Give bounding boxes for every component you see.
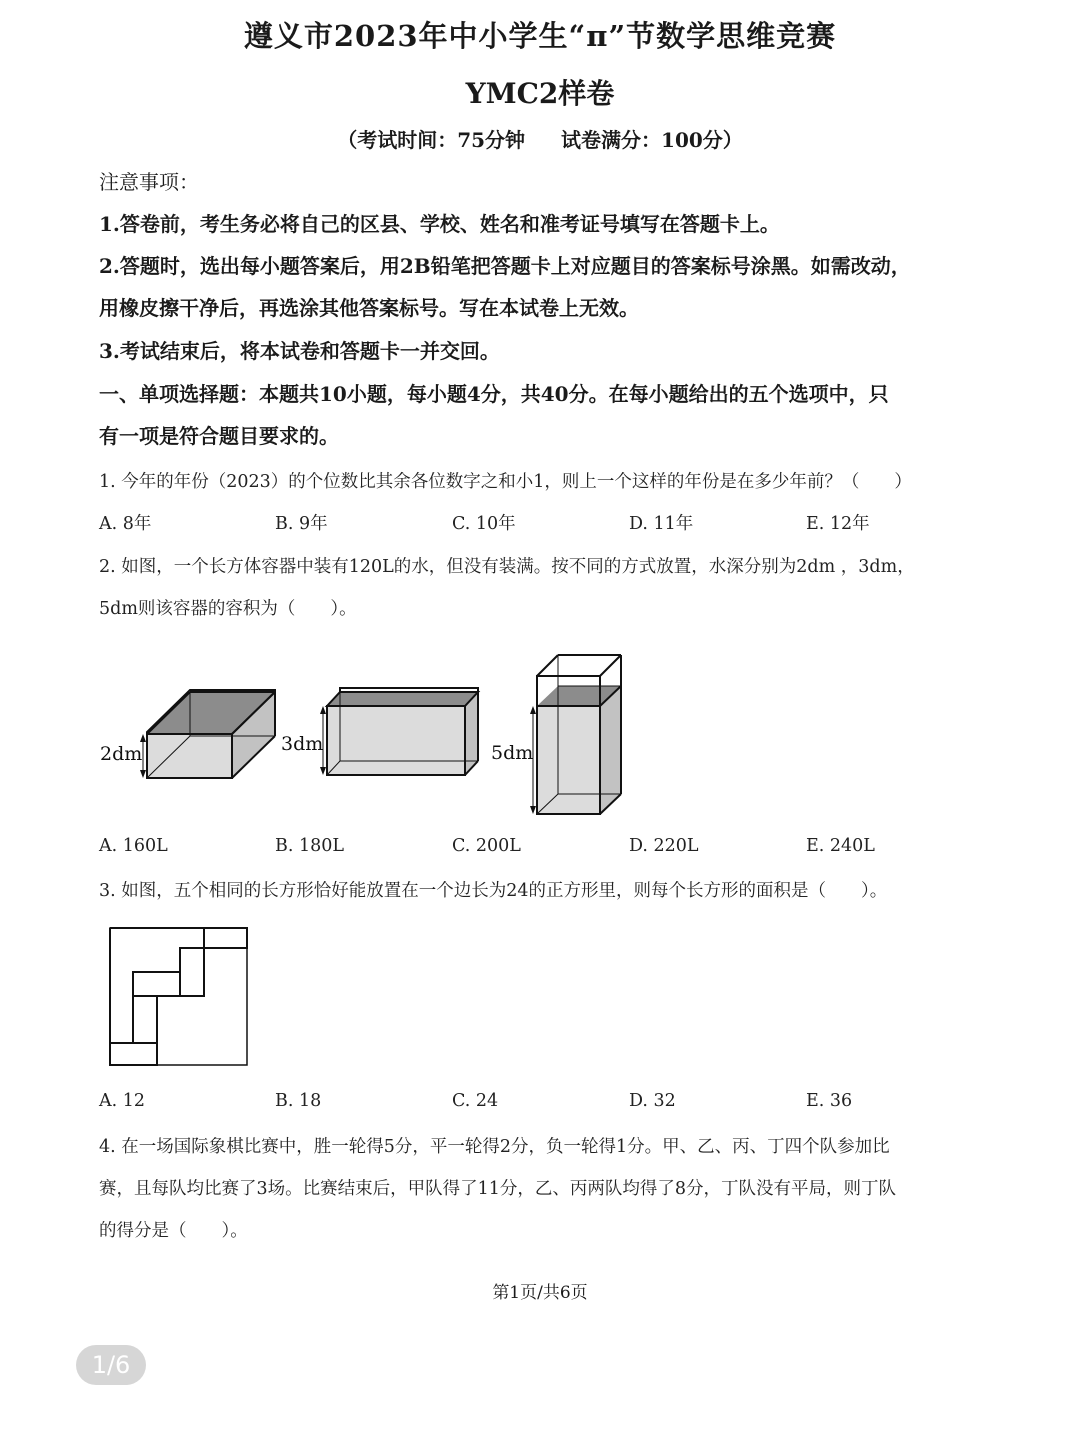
q2-option-b: B. 180L (275, 836, 345, 856)
exam-info (0, 124, 1080, 153)
section-heading-line1: 一、单项选择题：本题共10小题，每小题4分，共40分。在每小题给出的五个选项中，只 (99, 382, 889, 406)
question-4-line3: 的得分是（ ）。 (99, 1221, 248, 1241)
cuboid-1-depth-label: 2dm (100, 743, 143, 765)
cuboid-tall (530, 655, 621, 814)
notice-item-2-line2: 用橡皮擦干净后，再选涂其他答案标号。写在本试卷上无效。 (99, 296, 639, 320)
q3-option-e: E. 36 (806, 1091, 853, 1111)
notice-heading: 注意事项： (99, 170, 199, 194)
q3-option-c: C. 24 (452, 1091, 499, 1111)
cuboid-wide (320, 688, 478, 775)
question-2-line1: 2. 如图，一个长方体容器中装有120L的水，但没有装满。按不同的方式放置，水深分别为2dm ，3dm， (99, 557, 915, 577)
q3-option-b: B. 18 (275, 1091, 322, 1111)
page-indicator[interactable]: 1/6 (76, 1345, 146, 1385)
q2-option-a: A. 160L (99, 836, 168, 856)
exam-time: （考试时间：75分钟 (337, 128, 526, 152)
question-4-line1: 4. 在一场国际象棋比赛中，胜一轮得5分，平一轮得2分，负一轮得1分。甲、乙、丙、丁四个队参加比 (99, 1137, 890, 1157)
exam-subtitle: YMC2样卷 (465, 77, 615, 110)
q1-option-d: D. 11年 (629, 514, 694, 534)
cuboid-flat (140, 690, 275, 778)
q1-option-c: C. 10年 (452, 514, 516, 534)
question-2-line2: 5dm则该容器的容积为（ ）。 (99, 599, 357, 619)
square-rectangles-figure (110, 928, 247, 1065)
cuboid-2-depth-label: 3dm (281, 733, 324, 755)
q2-option-c: C. 200L (452, 836, 521, 856)
exam-full-score: 试卷满分：100分） (561, 128, 743, 152)
notice-item-3: 3.考试结束后，将本试卷和答题卡一并交回。 (99, 339, 500, 363)
q1-option-a: A. 8年 (99, 514, 152, 534)
exam-title: 遵义市2023年中小学生“π”节数学思维竞赛 (243, 19, 837, 53)
q1-option-b: B. 9年 (275, 514, 328, 534)
notice-item-2-line1: 2.答题时，选出每小题答案后，用2B铅笔把答题卡上对应题目的答案标号涂黑。如需改动， (99, 254, 911, 278)
question-3-text: 3. 如图，五个相同的长方形恰好能放置在一个边长为24的正方形里，则每个长方形的面积是（ ）。 (99, 881, 888, 901)
q2-option-e: E. 240L (806, 836, 875, 856)
q3-option-a: A. 12 (99, 1091, 146, 1111)
question-4-line2: 赛，且每队均比赛了3场。比赛结束后，甲队得了11分，乙、丙两队均得了8分，丁队没有平局，则丁队 (99, 1179, 897, 1199)
question-1-text: 1. 今年的年份（2023）的个位数比其余各位数字之和小1，则上一个这样的年份是在多少年前？（ ） (99, 472, 912, 492)
q3-option-d: D. 32 (629, 1091, 676, 1111)
q1-option-e: E. 12年 (806, 514, 870, 534)
cuboid-3-depth-label: 5dm (491, 742, 534, 764)
q2-option-d: D. 220L (629, 836, 699, 856)
section-heading-line2: 有一项是符合题目要求的。 (99, 424, 339, 448)
notice-item-1: 1.答卷前，考生务必将自己的区县、学校、姓名和准考证号填写在答题卡上。 (99, 212, 780, 236)
page-footer: 第1页/共6页 (492, 1283, 588, 1303)
